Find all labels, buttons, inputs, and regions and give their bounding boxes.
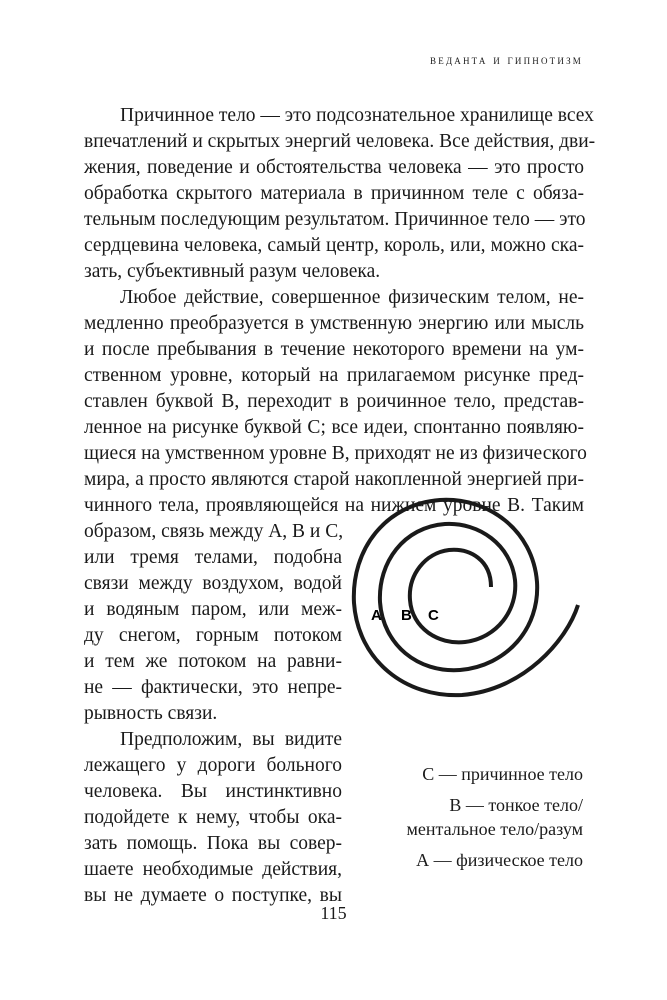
body-line: и после пребывания в течение некоторого времени на ум- (84, 339, 584, 360)
body-line: не — фактически, это непре- (84, 677, 342, 698)
spiral-label-a: A (371, 607, 382, 624)
body-line: тельным последующим результатом. Причинное тело — это (84, 209, 586, 230)
page-number: 115 (320, 903, 347, 923)
body-line: Причинное тело — это подсознательное хранилище всех (120, 105, 594, 126)
spiral-label-b: B (401, 607, 412, 624)
figure-caption: В — тонкое тело/ (449, 795, 583, 815)
spiral-label-c: C (428, 607, 439, 624)
body-line: ставлен буквой В, переходит в роичинное тело, представ- (84, 391, 584, 412)
body-line: зать, субъективный разум человека. (84, 261, 381, 282)
body-line: вы не думаете о поступке, вы (84, 885, 342, 906)
body-line: Предположим, вы видите (120, 729, 342, 750)
body-line: впечатлений и скрытых энергий человека. Все действия, дви- (84, 131, 596, 152)
body-line: мира, а просто являются старой накопленной энергией при- (84, 469, 584, 490)
body-line: лежащего у дороги больного (84, 755, 342, 776)
body-line: ленное на рисунке буквой С; все идеи, спонтанно появляю- (84, 417, 584, 438)
body-line: щиеся на умственном уровне В, приходят не из физического (84, 443, 587, 464)
figure-caption: А — физическое тело (416, 850, 583, 870)
body-line: сердцевина человека, самый центр, король, или, можно ска- (84, 235, 584, 256)
body-line: медленно преобразуется в умственную энергию или мысль (84, 313, 584, 334)
body-line: и тем же потоком на равни- (84, 651, 342, 672)
body-line: ственном уровне, который на прилагаемом рисунке пред- (84, 365, 584, 386)
body-line: Любое действие, совершенное физическим телом, не- (120, 287, 584, 308)
body-line: ду снегом, горным потоком (84, 625, 342, 646)
body-line: зать помощь. Пока вы совер- (84, 833, 342, 854)
body-line: связи между воздухом, водой (84, 573, 342, 594)
figure-caption: ментальное тело/разум (406, 819, 583, 839)
body-line: жения, поведение и обстоятельства человека — это просто (84, 157, 584, 178)
body-line: подойдете к нему, чтобы ока- (84, 807, 342, 828)
spiral-path (354, 500, 578, 695)
body-line: образом, связь между А, В и С, (84, 521, 344, 542)
body-line: обработка скрытого материала в причинном теле с обяза- (84, 183, 584, 204)
body-line: шаете необходимые действия, (84, 859, 342, 880)
spiral-path (388, 539, 494, 645)
body-line: человека. Вы инстинктивно (84, 781, 342, 802)
body-line: чинного тела, проявляющейся на нижнем уровне В. Таким (84, 495, 584, 516)
body-line: рывность связи. (84, 703, 218, 724)
figure-caption: С — причинное тело (422, 764, 583, 784)
body-line: и водяным паром, или меж- (84, 599, 342, 620)
body-line: или тремя телами, подобна (84, 547, 342, 568)
running-header: веданта и гипнотизм (430, 52, 583, 67)
